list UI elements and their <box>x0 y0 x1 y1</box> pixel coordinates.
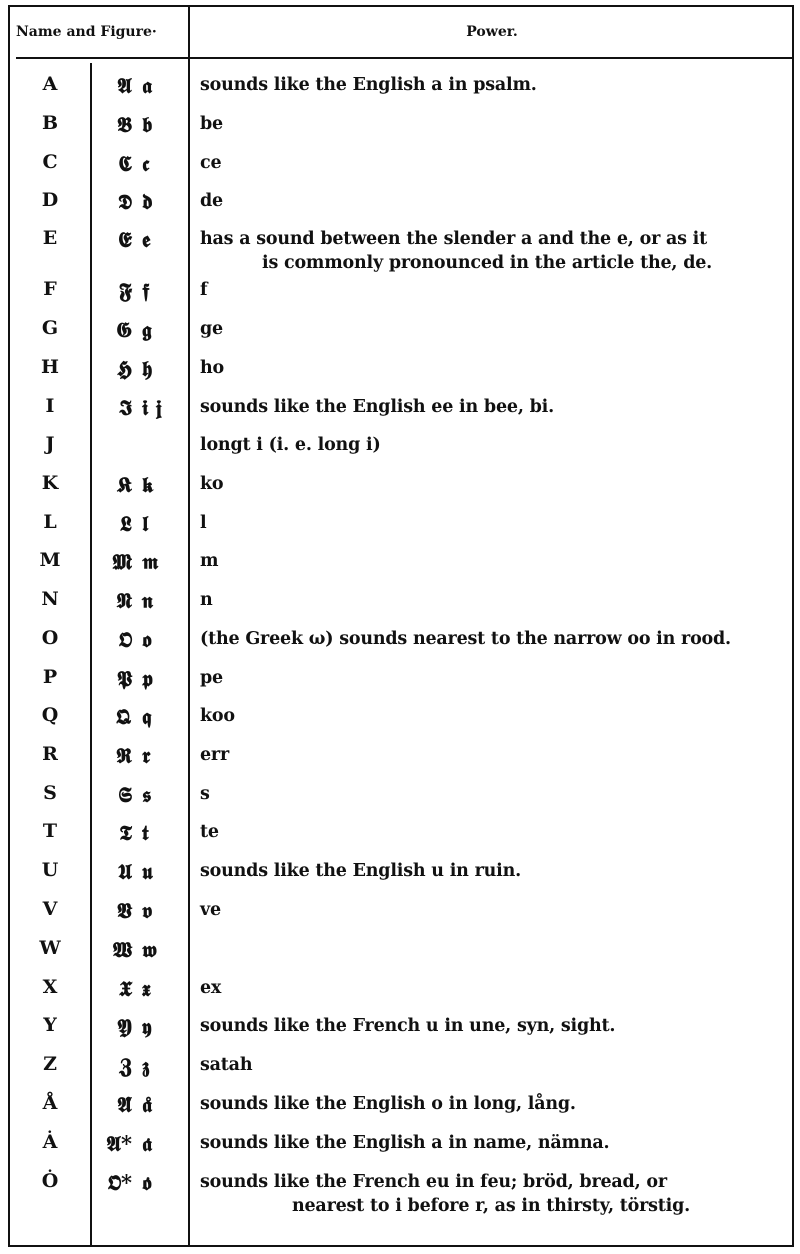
fraktur-upper: 𝕬̇* <box>106 1131 132 1156</box>
fraktur-upper: 𝖄 <box>117 1014 132 1039</box>
letter-power <box>200 511 782 535</box>
letter-figure <box>98 151 190 177</box>
fraktur-lower: 𝖑 <box>142 511 149 536</box>
power-text: satah <box>200 1055 253 1075</box>
fraktur-lower: 𝖔 <box>142 627 152 652</box>
power-text: err <box>200 745 229 765</box>
letter-power <box>200 189 782 213</box>
letter-figure <box>98 898 190 924</box>
power-text: be <box>200 114 223 134</box>
letter-name: Ȯ <box>41 1170 59 1192</box>
letter-power <box>200 433 782 457</box>
table-row <box>10 976 792 1014</box>
letter-name: R <box>42 743 58 765</box>
letter-figure <box>98 627 190 653</box>
letter-figure <box>98 859 190 885</box>
letter-name: D <box>41 189 59 211</box>
power-text: sounds like the French u in une, syn, sight. <box>200 1016 616 1036</box>
header-divider <box>16 57 792 59</box>
table-row <box>10 511 792 549</box>
fraktur-upper: 𝕲 <box>115 317 132 342</box>
table-row <box>10 395 792 433</box>
table-row <box>10 588 792 626</box>
letter-power <box>200 1170 782 1218</box>
fraktur-upper: 𝕰 <box>118 227 132 252</box>
fraktur-upper: 𝕹 <box>115 588 132 613</box>
letter-power <box>200 151 782 175</box>
fraktur-lower: 𝖔̇ <box>142 1170 152 1195</box>
power-text: sounds like the English u in ruin. <box>200 861 521 881</box>
fraktur-upper: 𝕭 <box>117 112 132 137</box>
fraktur-upper: 𝕱 <box>119 278 132 303</box>
letter-name: N <box>41 588 59 610</box>
letter-power <box>200 743 782 767</box>
letter-power <box>200 859 782 883</box>
letter-power <box>200 666 782 690</box>
letter-power <box>200 820 782 844</box>
power-text: sounds like the English o in long, lång. <box>200 1094 576 1114</box>
letter-name: O <box>41 627 59 649</box>
fraktur-upper: 𝕸 <box>112 549 132 574</box>
fraktur-lower: 𝖞 <box>142 1014 152 1039</box>
letter-name: Y <box>43 1014 57 1036</box>
power-text: ho <box>200 358 224 378</box>
power-text: ge <box>200 319 223 339</box>
letter-figure <box>98 704 190 730</box>
letter-figure <box>98 472 190 498</box>
letter-power <box>200 472 782 496</box>
fraktur-lower: 𝖆̊ <box>142 1092 152 1117</box>
fraktur-lower: 𝖝 <box>142 976 151 1001</box>
letter-name: Ȧ <box>42 1131 58 1153</box>
letter-name: H <box>41 356 59 378</box>
fraktur-upper: 𝖀 <box>118 859 132 884</box>
fraktur-lower: 𝖍 <box>142 356 153 381</box>
fraktur-upper: 𝕺̇* <box>107 1170 132 1195</box>
letter-figure <box>98 1131 190 1157</box>
letter-figure <box>98 976 190 1002</box>
fraktur-upper: 𝕼 <box>115 704 132 729</box>
letter-figure <box>98 549 190 575</box>
fraktur-lower: 𝖖 <box>142 704 152 729</box>
letter-name: S <box>43 782 57 804</box>
letter-power <box>200 704 782 728</box>
letter-figure <box>98 395 190 421</box>
fraktur-lower: 𝖉 <box>142 189 153 214</box>
fraktur-lower: 𝖛 <box>142 898 153 923</box>
letter-name: K <box>41 472 59 494</box>
letter-figure <box>98 1092 190 1118</box>
letter-name: V <box>42 898 58 920</box>
power-text: te <box>200 822 219 842</box>
power-text-continued: nearest to i before r, as in thirsty, törstig. <box>291 1196 691 1216</box>
fraktur-lower: 𝖋 <box>142 278 150 303</box>
letter-figure <box>98 317 190 343</box>
header-name-and-figure: Name and Figure· <box>16 24 157 40</box>
letter-power <box>200 317 782 341</box>
fraktur-upper: 𝕷 <box>120 511 132 536</box>
fraktur-lower: 𝖕 <box>142 666 154 691</box>
letter-figure <box>98 112 190 138</box>
fraktur-upper: 𝕬̊ <box>117 1092 132 1117</box>
fraktur-upper: 𝕴 <box>119 395 132 420</box>
power-text: s <box>200 784 210 804</box>
letter-power <box>200 1092 782 1116</box>
letter-power <box>200 395 782 419</box>
table-row <box>10 1014 792 1052</box>
fraktur-upper: 𝕯 <box>118 189 132 214</box>
fraktur-lower: 𝖟 <box>142 1053 150 1078</box>
fraktur-lower: 𝖒 <box>142 549 159 574</box>
letter-power <box>200 1053 782 1077</box>
power-text: m <box>200 551 219 571</box>
letter-figure <box>98 73 190 99</box>
power-text: ce <box>200 153 222 173</box>
letter-name: Z <box>43 1053 57 1075</box>
fraktur-upper: 𝕬 <box>117 73 132 98</box>
letter-power <box>200 588 782 612</box>
power-text: has a sound between the slender a and the e, or as it <box>200 229 707 249</box>
letter-power <box>200 227 782 275</box>
table-row <box>10 666 792 704</box>
letter-power <box>200 627 782 651</box>
letter-name: A <box>42 73 58 95</box>
power-text: sounds like the English ee in bee, bi. <box>200 397 554 417</box>
letter-name: Å <box>42 1092 58 1114</box>
letter-figure <box>98 666 190 692</box>
letter-figure <box>98 511 190 537</box>
power-text: n <box>200 590 213 610</box>
table-row <box>10 472 792 510</box>
letter-power <box>200 1014 782 1038</box>
fraktur-lower: 𝖌 <box>142 317 152 342</box>
letter-power <box>200 112 782 136</box>
letter-name: P <box>42 666 58 688</box>
letter-name: L <box>43 511 57 533</box>
power-text: ex <box>200 978 222 998</box>
letter-figure <box>98 278 190 304</box>
table-row <box>10 743 792 781</box>
table-row <box>10 73 792 111</box>
power-text: f <box>200 280 208 300</box>
letter-figure <box>98 227 190 253</box>
power-text: ko <box>200 474 224 494</box>
table-row <box>10 859 792 897</box>
letter-power <box>200 278 782 302</box>
table-row <box>10 1053 792 1091</box>
letter-name: M <box>39 549 61 571</box>
letter-figure <box>98 189 190 215</box>
table-row <box>10 151 792 189</box>
letter-name: C <box>42 151 58 173</box>
power-text: longt i (i. e. long i) <box>200 435 381 455</box>
power-text-continued: is commonly pronounced in the article the, de. <box>262 253 713 273</box>
letter-name: W <box>39 937 61 959</box>
fraktur-upper: 𝕾 <box>118 782 132 807</box>
table-row <box>10 227 792 273</box>
letter-figure <box>98 937 190 963</box>
fraktur-lower: 𝖚 <box>142 859 153 884</box>
fraktur-lower: 𝖎 𝖏 <box>142 395 162 420</box>
power-text: (the Greek ω) sounds nearest to the narrow oo in rood. <box>200 629 731 649</box>
letter-power <box>200 73 782 97</box>
fraktur-lower: 𝖈 <box>142 151 150 176</box>
fraktur-upper: 𝕿 <box>119 820 132 845</box>
table-row <box>10 433 792 471</box>
fraktur-lower: 𝖘 <box>142 782 152 807</box>
header-power: Power. <box>466 24 518 40</box>
power-text: sounds like the English a in psalm. <box>200 75 537 95</box>
fraktur-upper: 𝖃 <box>119 976 132 1001</box>
letter-figure <box>98 782 190 808</box>
fraktur-lower: 𝖙 <box>142 820 149 845</box>
table-row <box>10 189 792 227</box>
fraktur-upper: 𝖅 <box>118 1053 132 1078</box>
fraktur-lower: 𝖆 <box>142 73 152 98</box>
fraktur-upper: 𝕻 <box>117 666 132 691</box>
fraktur-lower: 𝖐 <box>142 472 154 497</box>
table-row <box>10 1170 792 1216</box>
fraktur-lower: 𝖇 <box>142 112 153 137</box>
power-text: sounds like the English a in name, nämna. <box>200 1133 610 1153</box>
power-text: de <box>200 191 223 211</box>
table-row <box>10 278 792 316</box>
alphabet-table <box>8 5 794 1247</box>
fraktur-upper: 𝕮 <box>118 151 132 176</box>
letter-power <box>200 782 782 806</box>
letter-figure <box>98 820 190 846</box>
letter-power <box>200 1131 782 1155</box>
table-row <box>10 549 792 587</box>
letter-figure <box>98 356 190 382</box>
letter-name: X <box>42 976 58 998</box>
fraktur-upper: 𝕶 <box>117 472 132 497</box>
power-text: ve <box>200 900 221 920</box>
letter-name: J <box>45 433 55 455</box>
power-text: l <box>200 513 207 533</box>
fraktur-lower: 𝖆̇ <box>142 1131 152 1156</box>
letter-figure <box>98 1014 190 1040</box>
table-row <box>10 782 792 820</box>
letter-name: I <box>45 395 55 417</box>
table-row <box>10 937 792 975</box>
table-row <box>10 1131 792 1169</box>
fraktur-lower: 𝖜 <box>142 937 157 962</box>
power-text: koo <box>200 706 235 726</box>
table-row <box>10 317 792 355</box>
letter-power <box>200 549 782 573</box>
letter-figure <box>98 1170 190 1196</box>
letter-name: B <box>41 112 59 134</box>
fraktur-upper: 𝖂 <box>112 937 132 962</box>
fraktur-upper: 𝖁 <box>117 898 132 923</box>
fraktur-upper: 𝕳 <box>117 356 132 381</box>
table-row <box>10 627 792 665</box>
fraktur-upper: 𝕽 <box>115 743 132 768</box>
letter-power <box>200 976 782 1000</box>
table-row <box>10 820 792 858</box>
letter-figure <box>98 1053 190 1079</box>
letter-figure <box>98 433 190 458</box>
letter-name: Q <box>41 704 59 726</box>
fraktur-lower: 𝖗 <box>142 743 151 768</box>
table-row <box>10 1092 792 1130</box>
letter-name: F <box>43 278 57 300</box>
letter-power <box>200 356 782 380</box>
fraktur-lower: 𝖓 <box>142 588 153 613</box>
table-row <box>10 112 792 150</box>
power-text: pe <box>200 668 223 688</box>
letter-name: U <box>41 859 59 881</box>
letter-name: T <box>42 820 58 842</box>
letter-name: E <box>42 227 58 249</box>
table-row <box>10 704 792 742</box>
letter-figure <box>98 588 190 614</box>
fraktur-upper: 𝕺 <box>118 627 132 652</box>
table-row <box>10 898 792 936</box>
power-text: sounds like the French eu in feu; bröd, bread, or <box>200 1172 667 1192</box>
letter-power <box>200 898 782 922</box>
table-row <box>10 356 792 394</box>
letter-name: G <box>41 317 59 339</box>
fraktur-lower: 𝖊 <box>142 227 151 252</box>
letter-figure <box>98 743 190 769</box>
